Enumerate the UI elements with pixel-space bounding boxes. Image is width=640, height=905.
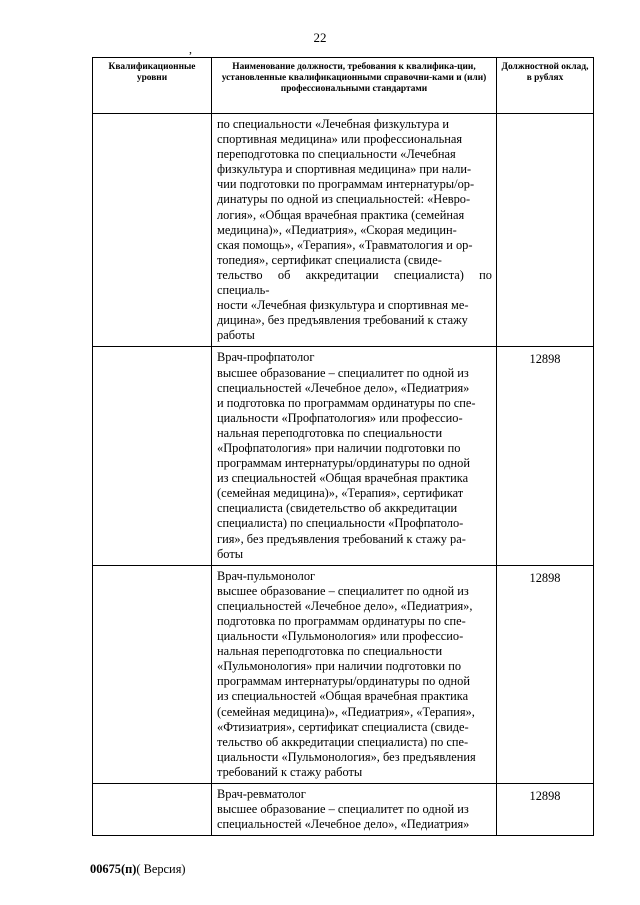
table-row bbox=[93, 784, 594, 836]
text-line: специалиста) по специальности «Профпатоло- bbox=[217, 516, 464, 531]
text-line: требований к стажу работы bbox=[217, 764, 363, 779]
table-row bbox=[93, 114, 594, 347]
position-cell bbox=[212, 784, 496, 835]
text-line: динатуры по одной из специальностей: «Невро- bbox=[217, 192, 471, 207]
text-line: высшее образование – специалитет по одной из bbox=[217, 802, 469, 817]
text-line: нальная переподготовка по специальности bbox=[217, 644, 443, 659]
text-line: специальностей «Лечебное дело», «Педиатрия», bbox=[217, 598, 473, 613]
level-cell bbox=[93, 114, 212, 347]
text-line: работы bbox=[217, 328, 255, 343]
text-line: специальностей «Лечебное дело», «Педиатрия» bbox=[217, 380, 470, 395]
position-cell bbox=[212, 347, 496, 564]
text-line: спортивная медицина» или профессиональная bbox=[217, 132, 463, 147]
table-row bbox=[93, 565, 594, 783]
header-levels: Квалификационные уровни bbox=[108, 62, 196, 83]
text-line: «Профпатология» при наличии подготовки по bbox=[217, 440, 461, 455]
text-line: дицина», без предъявления требований к стажу bbox=[217, 313, 468, 328]
position-cell bbox=[212, 114, 496, 346]
position-cell bbox=[212, 566, 496, 783]
text-line: логия», «Общая врачебная практика (семейная bbox=[217, 207, 465, 222]
text-line: Врач-профпатолог bbox=[217, 350, 315, 365]
text-line: из специальностей «Общая врачебная практика bbox=[217, 689, 469, 704]
text-line: циальности «Пульмонология», без предъявления bbox=[217, 749, 476, 764]
qualification-table bbox=[92, 57, 594, 836]
salary-cell: 12898 bbox=[529, 352, 561, 367]
text-line: гия», без предъявления требований к стажу ра- bbox=[217, 531, 466, 546]
text-line: высшее образование – специалитет по одной из bbox=[217, 365, 469, 380]
text-line: специалиста (свидетельство об аккредитации bbox=[217, 501, 458, 516]
text-line: из специальностей «Общая врачебная практика bbox=[217, 471, 469, 486]
level-cell bbox=[93, 784, 212, 836]
text-line: переподготовка по специальности «Лечебная bbox=[217, 147, 456, 162]
text-line: «Фтизиатрия», сертификат специалиста (свиде- bbox=[217, 719, 469, 734]
page-number: 22 bbox=[313, 30, 327, 45]
text-line: чии подготовки по программам интернатуры/ор- bbox=[217, 177, 475, 192]
text-line: Врач-пульмонолог bbox=[217, 568, 316, 583]
text-line: медицина)», «Педиатрия», «Скорая медицин- bbox=[217, 222, 457, 237]
document-code: 00675(п) bbox=[90, 862, 137, 876]
text-line: по специальности «Лечебная физкультура и bbox=[217, 117, 449, 131]
text-line: «Пульмонология» при наличии подготовки по bbox=[217, 659, 462, 674]
text-line: циальности «Пульмонология» или профессио- bbox=[217, 629, 464, 644]
text-line: программам интернатуры/ординатуры по одной bbox=[217, 456, 470, 471]
header-salary: Должностной оклад, в рублях bbox=[501, 62, 589, 83]
text-line: (семейная медицина)», «Терапия», сертификат bbox=[217, 486, 464, 501]
text-line: тельство об аккредитации специалиста) по спе- bbox=[217, 734, 469, 749]
text-line: Врач-ревматолог bbox=[217, 787, 306, 802]
salary-cell: 12898 bbox=[529, 789, 561, 804]
salary-cell: 12898 bbox=[529, 570, 561, 585]
text-line: ская помощь», «Терапия», «Травматология и ор- bbox=[217, 237, 473, 252]
text-line: циальности «Профпатология» или профессио- bbox=[217, 410, 463, 425]
text-line: боты bbox=[217, 546, 244, 561]
text-line: и подготовка по программам ординатуры по спе- bbox=[217, 395, 476, 410]
text-line: ности «Лечебная физкультура и спортивная ме- bbox=[217, 298, 469, 313]
text-line: подготовка по программам ординатуры по спе- bbox=[217, 614, 466, 628]
table-row bbox=[93, 347, 594, 565]
stray-mark: , bbox=[189, 42, 192, 56]
level-cell bbox=[93, 565, 212, 783]
text-line: программам интернатуры/ординатуры по одной bbox=[217, 674, 470, 689]
text-line: топедия», сертификат специалиста (свиде- bbox=[217, 252, 442, 267]
table-header-row bbox=[93, 58, 594, 114]
document-version: ( Версия) bbox=[136, 862, 186, 876]
salary-cell bbox=[497, 114, 593, 119]
text-line: физкультура и спортивная медицина» при нали- bbox=[217, 162, 472, 177]
text-line: нальная переподготовка по специальности bbox=[217, 425, 443, 440]
header-position: Наименование должности, требования к квалифика-ции, установленные квалификационными справочни-ками и (или) профессиональными стандартами bbox=[221, 62, 487, 94]
text-line: высшее образование – специалитет по одной из bbox=[217, 583, 469, 598]
text-line: тельство об аккредитации специалиста) по специаль- bbox=[217, 267, 492, 298]
document-footer bbox=[90, 862, 186, 877]
text-line: (семейная медицина)», «Педиатрия», «Терапия», bbox=[217, 704, 475, 719]
text-line: специальностей «Лечебное дело», «Педиатрия» bbox=[217, 817, 470, 832]
level-cell bbox=[93, 347, 212, 565]
